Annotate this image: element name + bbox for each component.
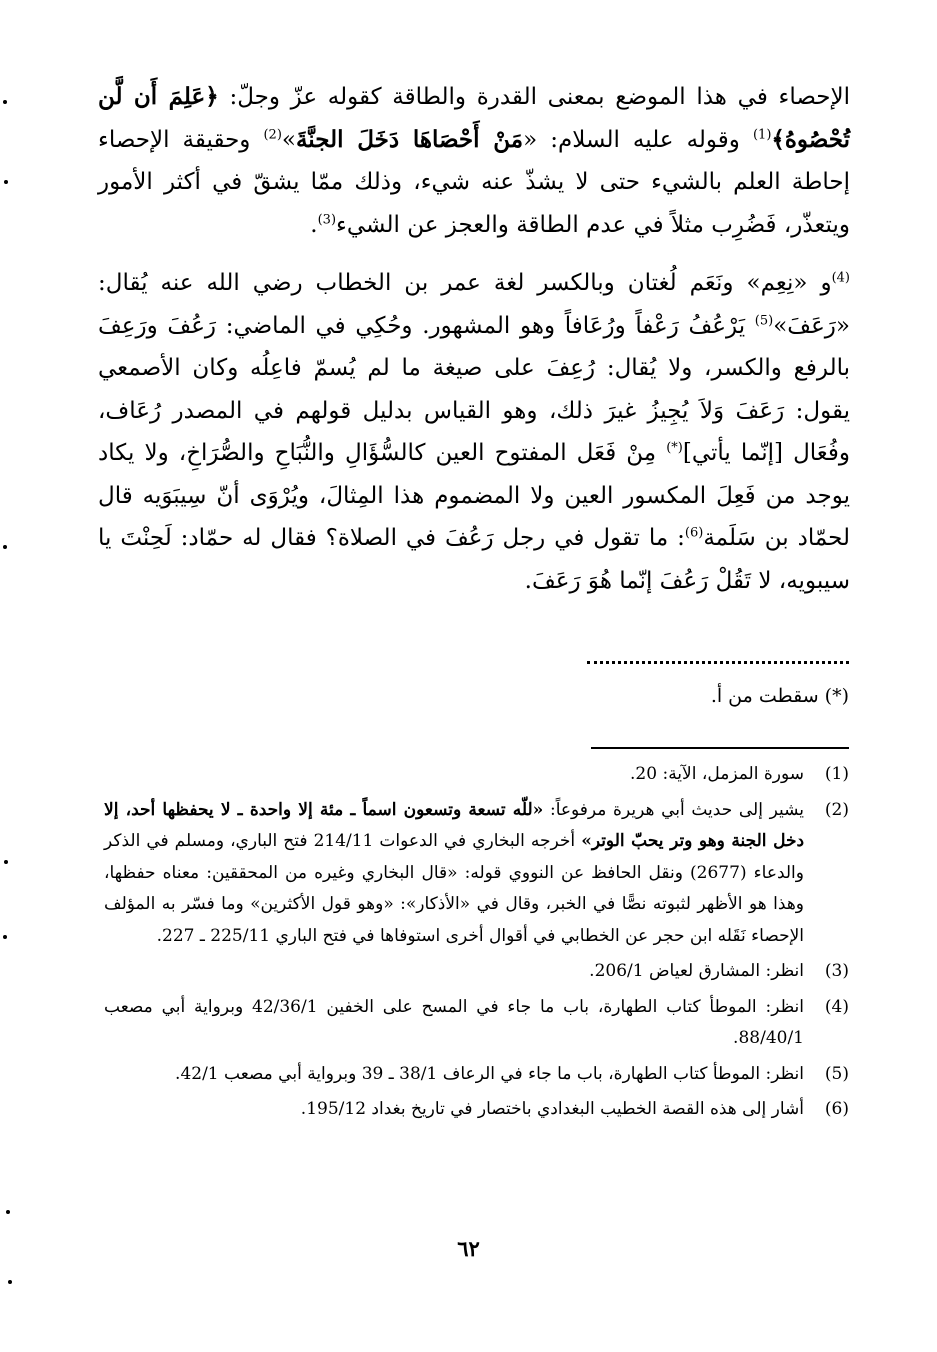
para2-part-b: يَرْعُفُ رَعْفاً ورُعَافاً وهو المشهور. وحُكِي في الماضي: رَعُفَ ورَعِفَ بالرفع والكسر، ولا يُقال: رُعِفَ على صيغة ما لم يُسمّ فاعِلُه وكان الأصمعي يقول: رَعَفَ وَلاَ يُجِيزُ غيرَ ذلك، وهو القياس بدليل قولهم في المصدر رُعَاف، وفُعَال [إنّما يأتي] <box>98 312 851 466</box>
footnote-number: (5) <box>824 1063 849 1084</box>
para1-mid: وقوله عليه السلام: « <box>523 126 753 153</box>
page-number: ٦٢ <box>457 1236 480 1261</box>
footnote-ref-3: (3) <box>317 211 337 227</box>
omission-note: (*) سقطت من أ. <box>710 685 849 707</box>
footnote-text <box>104 795 804 953</box>
footnote-text: أشار إلى هذه القصة الخطيب البغدادي باختصار في تاريخ بغداد 195/12. <box>300 1099 804 1119</box>
footnote-number: (3) <box>824 961 849 981</box>
para2-part-d: : ما تقول في رجل رَعُفَ في الصلاة؟ فقال له حمّاد: لَحِنْتَ يا سيبويه، لا تَقُلْ رَعُفَ إنّما هُوَ رَعَفَ. <box>98 525 850 594</box>
footnote-number: (1) <box>824 764 849 784</box>
footnote-item <box>104 992 849 1055</box>
footnote-ref-4: (4) <box>831 270 850 286</box>
footnote-item <box>104 795 849 953</box>
scan-speck <box>3 545 7 549</box>
footnote-item <box>104 759 849 791</box>
scan-speck <box>4 860 8 864</box>
paragraph-1 <box>98 76 850 246</box>
para1-intro: الإحصاء في هذا الموضع بمعنى القدرة والطاقة كقوله عزّ وجلّ: <box>229 84 851 110</box>
paragraph-2 <box>98 262 850 602</box>
scan-speck <box>3 100 7 104</box>
footnote-number: (4) <box>824 996 849 1017</box>
para1-close-quote: » <box>281 126 296 153</box>
footnote-text: انظر: الموطأ كتاب الطهارة، باب ما جاء في الرعاف 38/1 ـ 39 وبرواية أبي مصعب 42/1. <box>175 1063 804 1084</box>
footnotes <box>104 759 849 1130</box>
footnote-item <box>104 956 849 988</box>
footnote-text: سورة المزمل، الآية: 20. <box>630 764 804 784</box>
scan-speck <box>8 1280 12 1284</box>
para1-rest: وحقيقة الإحصاء إحاطة العلم بالشيء حتى لا يشذّ عنه شيء، وذلك ممّا يشقّ في أكثر الأمور ويتعذّر، فَضُرِب مثلاً في عدم الطاقة والعجز عن الشيء <box>98 126 850 238</box>
dotted-separator <box>587 651 849 664</box>
footnote-rule <box>591 747 849 749</box>
para1-end: . <box>310 211 318 238</box>
footnote-hadith-bold: «للّه تسعة وتسعون اسماً ـ مئة إلا واحدة ـ لا يحفظها أحد، إلا دخل الجنة وهو وتر يحبّ الوتر» <box>104 799 805 851</box>
para2-part-a: و «نِعِم» ونَعَم لُغتان وبالكسر لغة عمر بن الخطاب رضي الله عنه يُقال: «رَعَفَ» <box>98 270 850 339</box>
footnote-ref-2: (2) <box>263 126 282 142</box>
footnote-ref-star: (*) <box>666 440 683 456</box>
footnote-text: انظر: الموطأ كتاب الطهارة، باب ما جاء في المسح على الخفين 42/36/1 وبرواية أبي مصعب 88/40/1. <box>104 996 804 1048</box>
footnote-ref-6: (6) <box>684 525 704 541</box>
hadith-quote: مَنْ أَحْصَاهَا دَخَلَ الجنَّةَ <box>295 125 524 153</box>
footnote-item <box>104 1059 849 1091</box>
scan-speck <box>6 1210 10 1214</box>
scan-speck <box>4 180 8 184</box>
scan-speck <box>3 935 7 939</box>
para2-part-c: مِنْ فَعَل المفتوح العين كالسُّؤَالِ والنُّبَاحِ والصُّرَاخِ، ولا يكاد يوجد من فَعِلَ المكسور العين ولا المضموم هذا المِثالَ، ويُرْوَى أنّ سِيبَوَيه قال لحمّاد بن سَلَمة <box>98 440 850 551</box>
quran-verse: ﴿عَلِمَ أَن لَّن تُحْصُوهُ﴾ <box>98 83 850 153</box>
main-text <box>98 76 850 602</box>
footnote-ref-5: (5) <box>754 312 774 328</box>
footnote-item <box>104 1094 849 1126</box>
footnote-text: انظر: المشارق لعياض 206/1. <box>589 961 804 981</box>
footnote-number: (6) <box>824 1099 849 1119</box>
footnote-ref-1: (1) <box>752 126 772 142</box>
footnote-number: (2) <box>824 799 849 820</box>
footnote-text-part: يشير إلى حديث أبي هريرة مرفوعاً: <box>543 799 804 820</box>
footnote-text-part: أخرجه البخاري في الدعوات 214/11 فتح الباري، ومسلم في الذكر والدعاء (2677) ونقل الحافظ عن النووي قوله: «قال البخاري وغيره من المحققين: معناه حفظها، وهذا هو الأظهر لثبوته نصًّا في الخبر، وقال في «الأذكار»: «وهو قول الأكثرين» وما فسّر به المؤلف الإحصاء نَقَله ابن حجر عن الخطابي في أقوال أخرى استوفاها في فتح الباري 225/11 ـ 227. <box>104 831 804 946</box>
